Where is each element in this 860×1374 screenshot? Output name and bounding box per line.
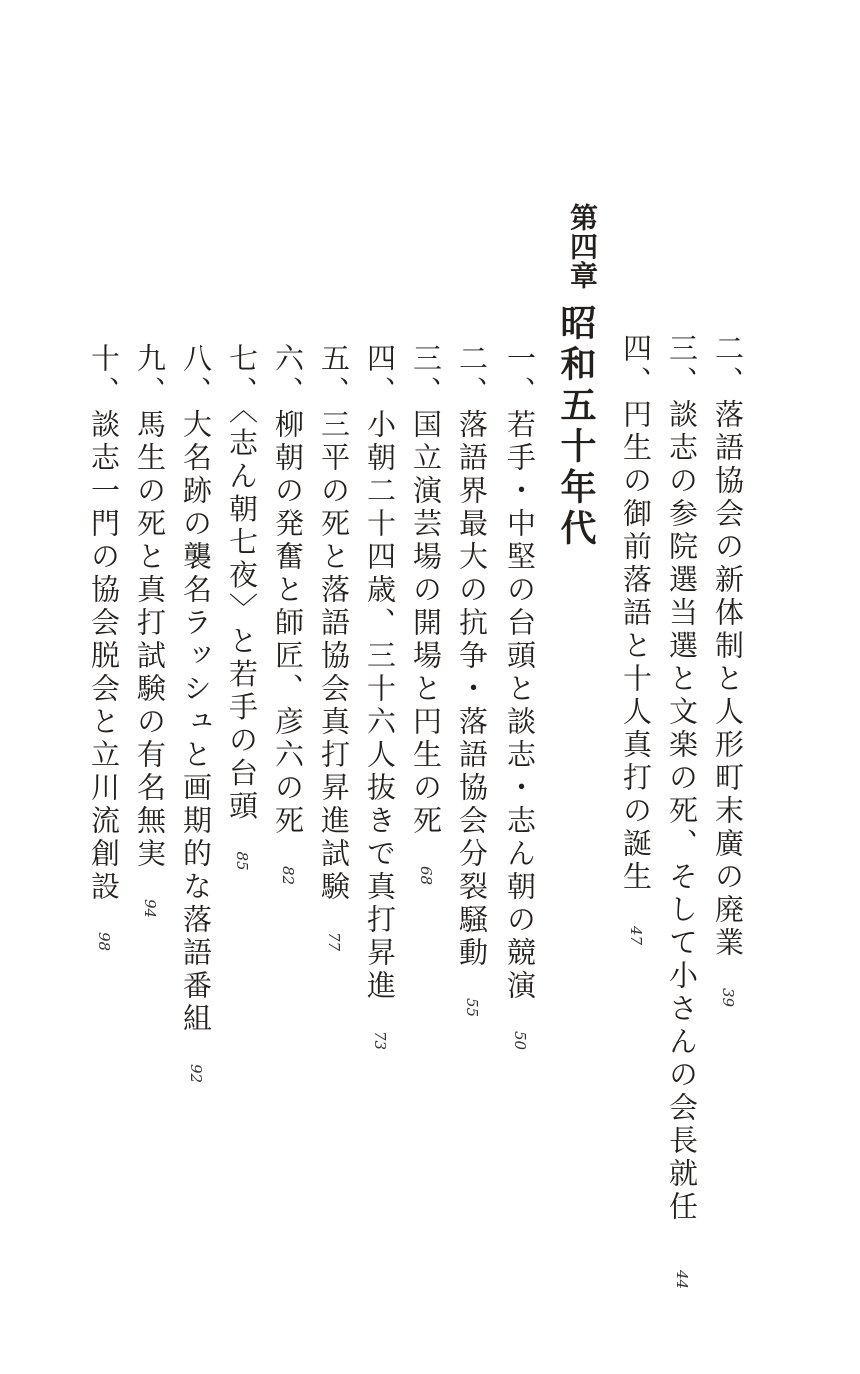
- page-number: 44: [673, 1270, 691, 1290]
- toc-entry-3[interactable]: [409, 343, 443, 886]
- toc-entry-10[interactable]: [87, 343, 121, 952]
- page-number: 82: [279, 866, 297, 886]
- page-number: 77: [325, 932, 343, 952]
- page-number: 55: [463, 998, 481, 1018]
- page-number: 73: [371, 1031, 389, 1051]
- toc-entry-8[interactable]: [179, 343, 213, 1084]
- chapter-title: 昭和五十年代: [555, 304, 597, 550]
- entry-title: 五、三平の死と落語協会真打昇進試験: [317, 343, 351, 904]
- entry-title: 七、〈志ん朝七夜〉と若手の台頭: [225, 343, 259, 824]
- page-number: 98: [95, 932, 113, 952]
- toc-entry-prev-2[interactable]: [711, 333, 745, 1008]
- entry-title: 六、柳朝の発奮と師匠、彦六の死: [271, 343, 305, 838]
- toc-entry-7[interactable]: [225, 343, 259, 871]
- page-number: 50: [511, 1031, 529, 1051]
- entry-title: 八、大名跡の襲名ラッシュと画期的な落語番組: [179, 343, 213, 1036]
- page-number: 68: [417, 866, 435, 886]
- entry-title: 三、国立演芸場の開場と円生の死: [409, 343, 443, 838]
- page-number: 47: [627, 926, 645, 946]
- toc-entry-9[interactable]: [133, 343, 167, 919]
- entry-title: 一、若手・中堅の台頭と談志・志ん朝の競演: [503, 343, 537, 1003]
- entry-title: 四、円生の御前落語と十人真打の誕生: [619, 333, 653, 894]
- entry-title: 二、落語界最大の抗争・落語協会分裂騒動: [455, 343, 489, 970]
- entry-title: 十、談志一門の協会脱会と立川流創設: [87, 343, 121, 904]
- entry-title: 二、落語協会の新体制と人形町末廣の廃業: [711, 333, 745, 960]
- toc-entry-1[interactable]: [503, 343, 537, 1051]
- page-number: 92: [187, 1064, 205, 1084]
- entry-title: 九、馬生の死と真打試験の有名無実: [133, 343, 167, 871]
- entry-title: 四、小朝二十四歳、三十六人抜きで真打昇進: [363, 343, 397, 1003]
- page-number: 85: [233, 851, 251, 871]
- chapter-label: 第四章: [566, 203, 599, 290]
- toc-entry-2[interactable]: [455, 343, 489, 1018]
- page-number: 94: [141, 899, 159, 919]
- page-number: 39: [719, 988, 737, 1008]
- entry-title: 三、談志の参院選当選と文楽の死、そして小さんの会長就任: [665, 333, 699, 1224]
- toc-entry-5[interactable]: [317, 343, 351, 952]
- toc-entry-prev-3[interactable]: [665, 333, 699, 1290]
- toc-entry-prev-4[interactable]: [619, 333, 653, 946]
- toc-entry-4[interactable]: [363, 343, 397, 1051]
- toc-entry-6[interactable]: [271, 343, 305, 886]
